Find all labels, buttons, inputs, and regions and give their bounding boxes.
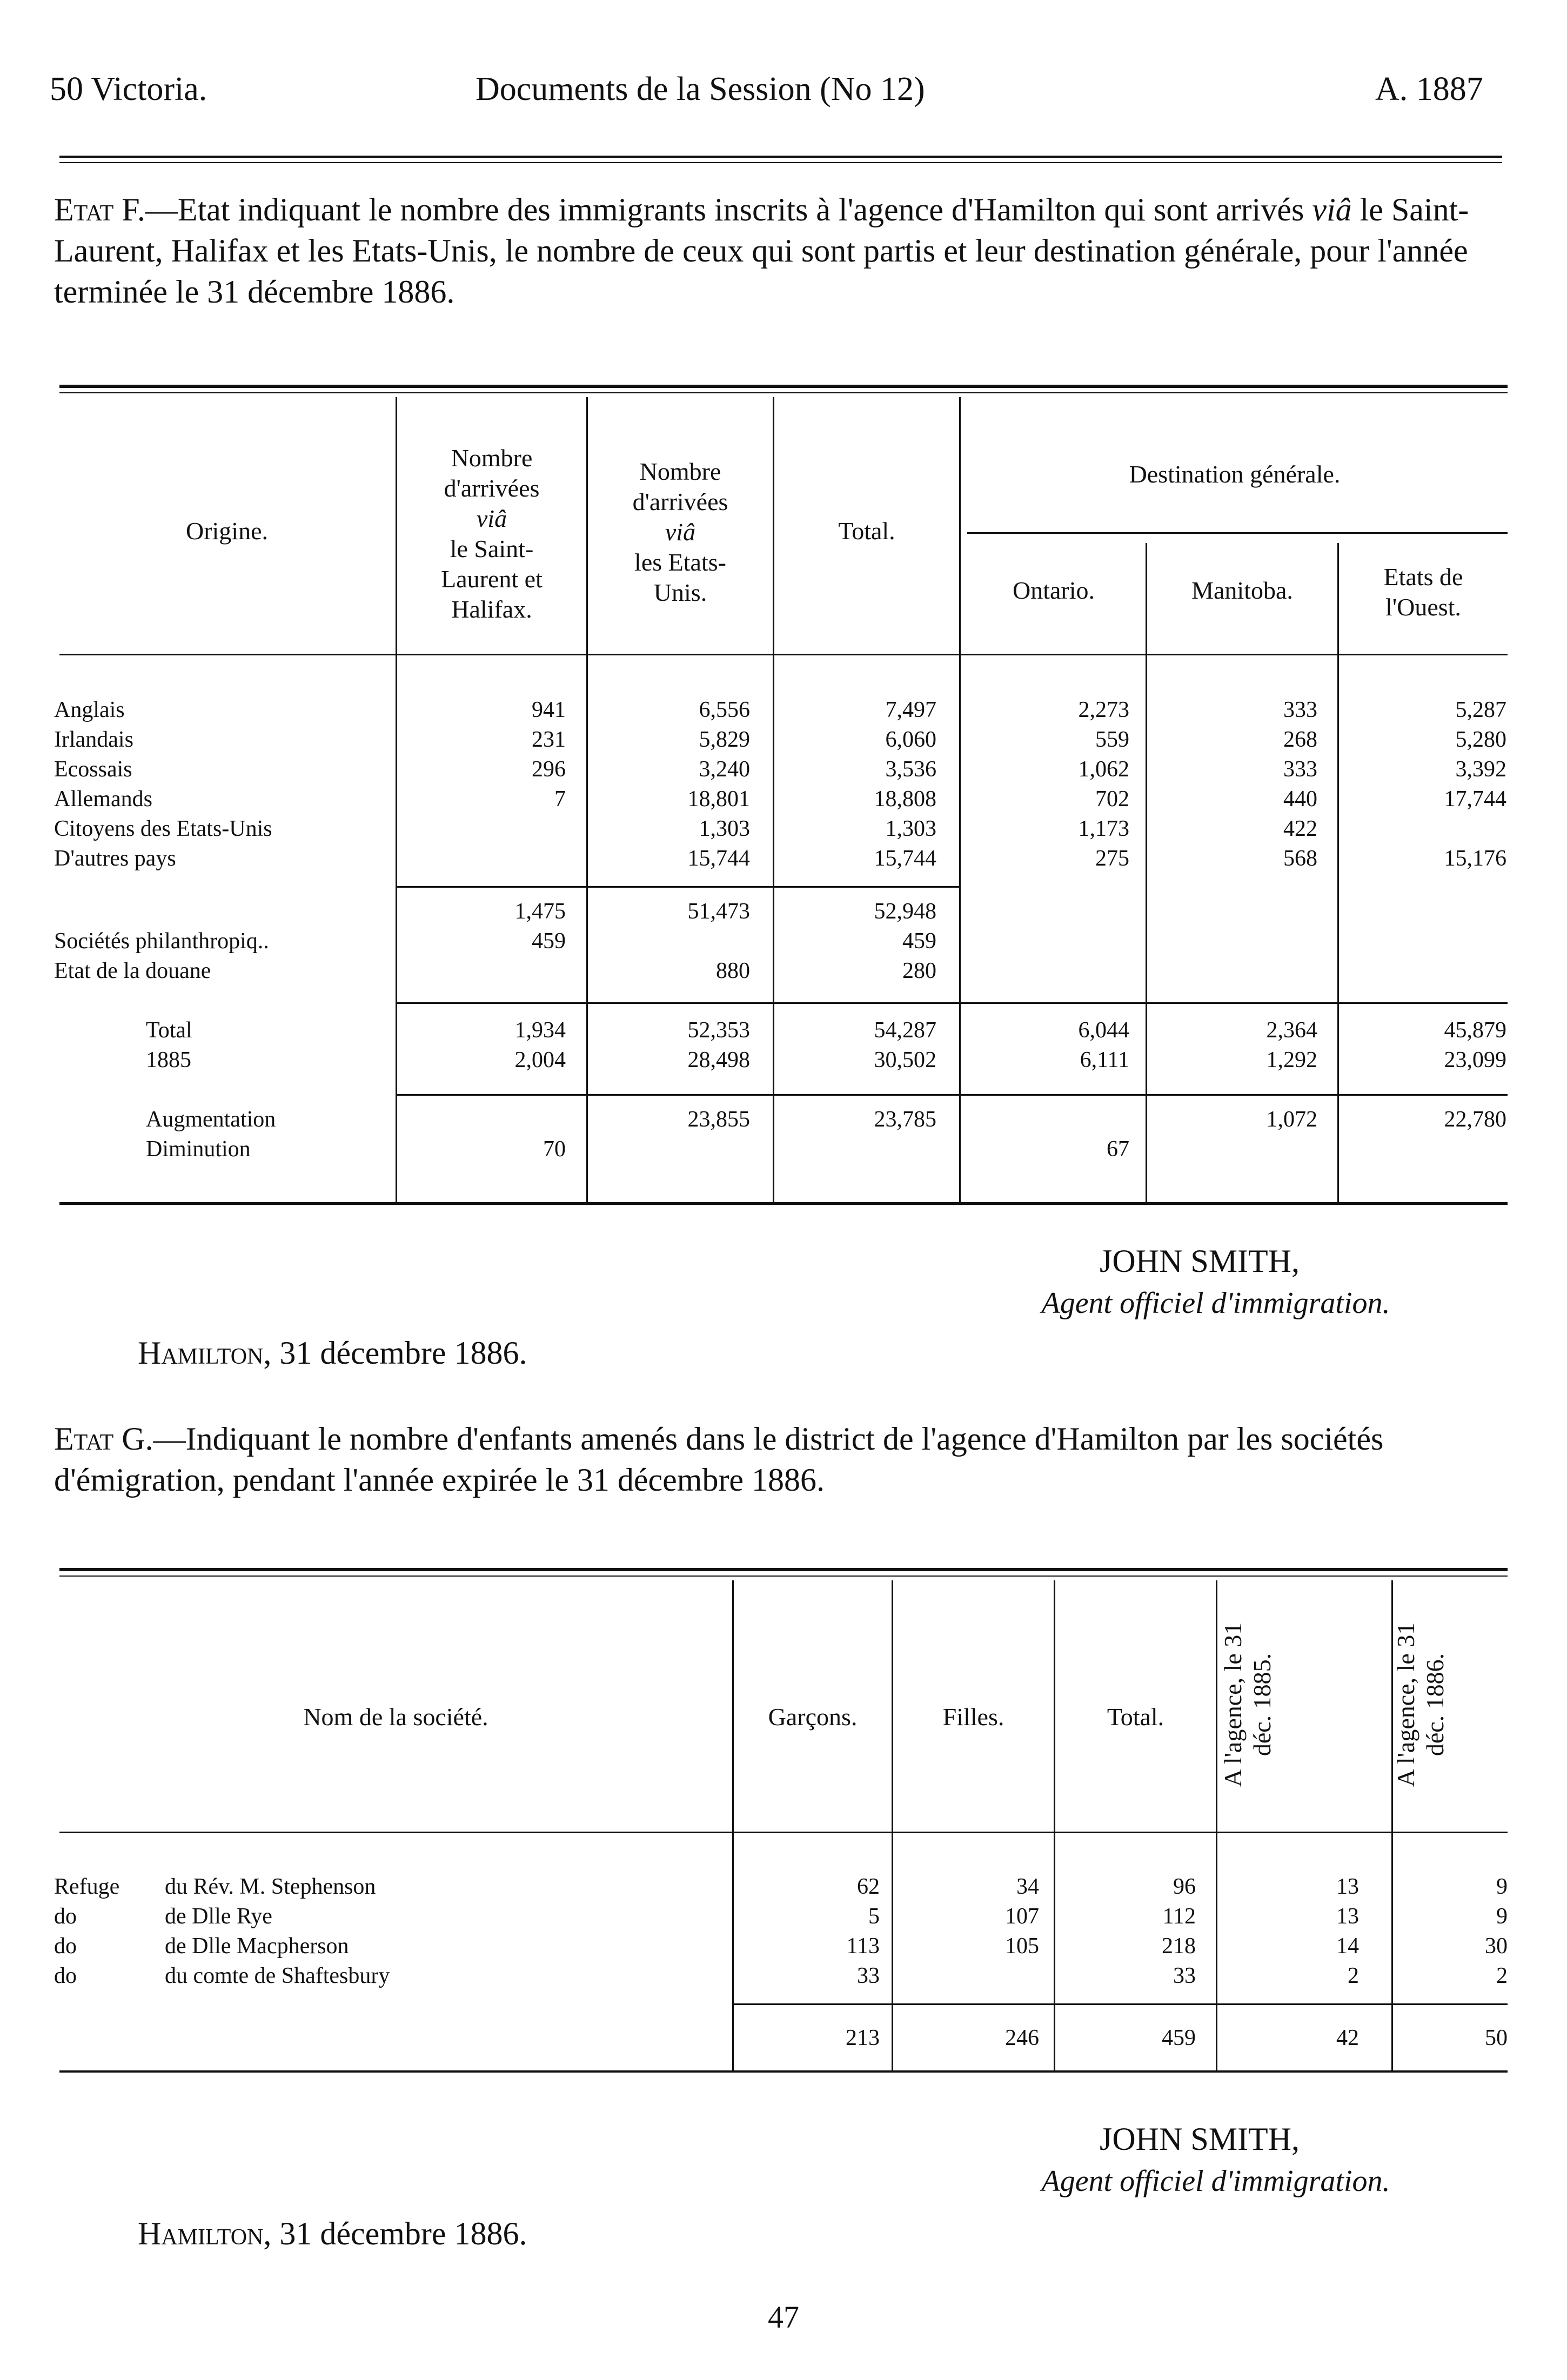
- etat-f-label: Etat F.: [54, 192, 145, 227]
- col-ouest: Etats de l'Ouest.: [1383, 563, 1463, 621]
- etat-g-title: Etat G.—Indiquant le nombre d'enfants amenés dans le district de l'agence d'Hamilton par les sociétés d'émigration, pendant l'année expirée le 31 décembre 1886.: [54, 1421, 1384, 1498]
- header-right: A. 1887: [1375, 71, 1483, 108]
- col-societe: Nom de la société.: [303, 1703, 488, 1731]
- header-rule-thin: [59, 162, 1502, 163]
- col-ontario: Ontario.: [1012, 576, 1095, 604]
- col-nombre-us: Nombre d'arrivées viâ les Etats- Unis.: [632, 458, 728, 606]
- col-destination: Destination générale.: [1129, 460, 1341, 488]
- etat-f-title: Etat F.—Etat indiquant le nombre des immigrants inscrits à l'agence d'Hamilton qui sont arrivés viâ le Saint-Laurent, Halifax et les Etats-Unis, le nombre de ceux qui sont partis et leur destination générale, pour l'année terminée le 31 décembre 1886.: [54, 192, 1469, 310]
- signature-title-g: Agent officiel d'immigration.: [1041, 2164, 1390, 2198]
- col-total: Total.: [838, 517, 895, 545]
- col-agence-1886: A l'agence, le 31 déc. 1886.: [1392, 1622, 1449, 1787]
- header-rule: [59, 156, 1502, 158]
- signature-name: JOHN SMITH,: [1099, 1243, 1300, 1279]
- etat-g-label: Etat G.: [54, 1421, 153, 1457]
- header-center: Documents de la Session (No 12): [476, 71, 925, 108]
- col-garcons: Garçons.: [768, 1703, 858, 1731]
- col-total: Total.: [1107, 1703, 1164, 1731]
- col-filles: Filles.: [942, 1703, 1005, 1731]
- header-left: 50 Victoria.: [50, 71, 207, 108]
- signature-title: Agent officiel d'immigration.: [1041, 1286, 1390, 1320]
- col-nombre-stl: Nombre d'arrivées viâ le Saint- Laurent et Halifax.: [441, 444, 543, 623]
- col-origine: Origine.: [185, 517, 268, 545]
- place-date: Hamilton, 31 décembre 1886.: [138, 1335, 527, 1371]
- signature-name-g: JOHN SMITH,: [1099, 2121, 1300, 2157]
- place-date-g: Hamilton, 31 décembre 1886.: [138, 2216, 527, 2251]
- col-agence-1885: A l'agence, le 31 déc. 1885.: [1219, 1622, 1276, 1787]
- col-manitoba: Manitoba.: [1191, 576, 1293, 604]
- page-number: 47: [768, 2299, 799, 2335]
